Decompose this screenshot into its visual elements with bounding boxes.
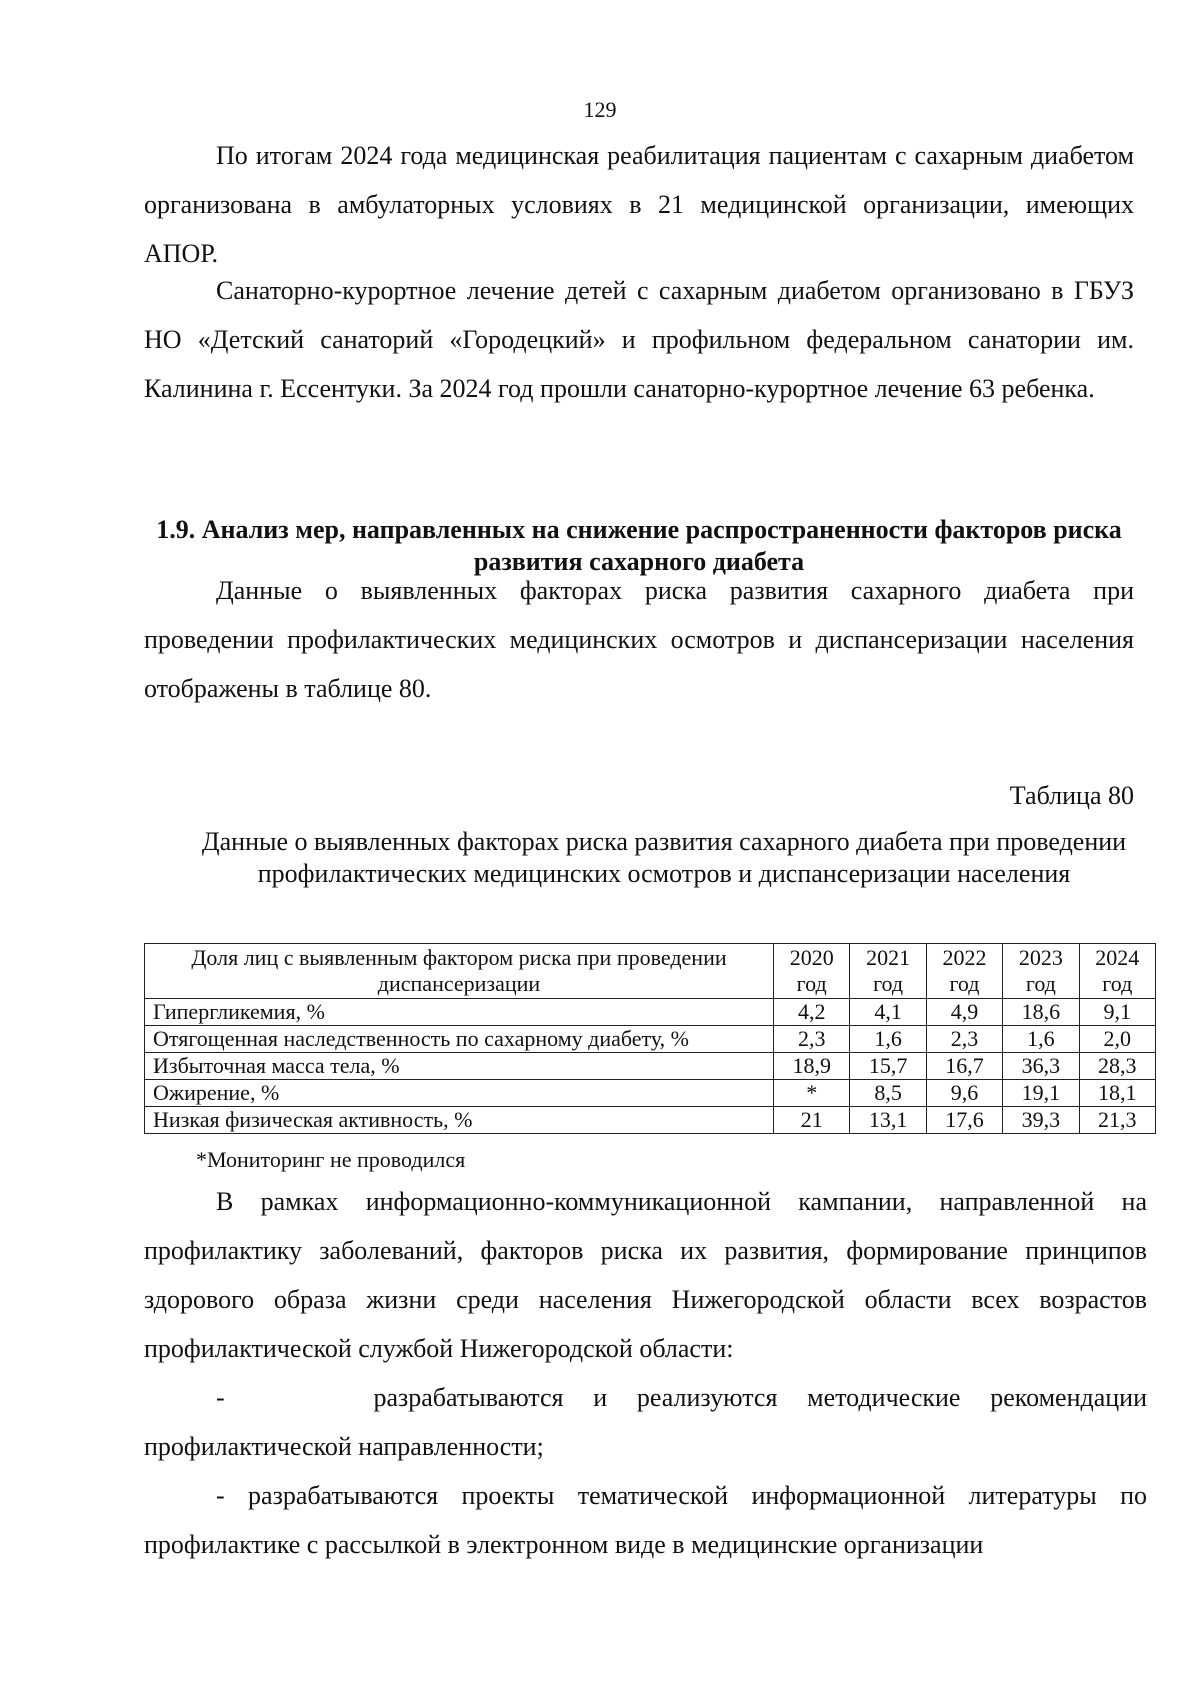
value-cell: 8,5: [850, 1080, 926, 1107]
table-caption: Данные о выявленных факторах риска развития сахарного диабета при проведении профилактических медицинских осмотров и диспансеризации населения: [201, 827, 1127, 888]
value-cell: 18,9: [774, 1053, 850, 1080]
value-cell: 21: [774, 1107, 850, 1134]
value-cell: 1,6: [1003, 1026, 1079, 1053]
value-cell: 2,3: [774, 1026, 850, 1053]
header-year-cell: 2023 год: [1003, 944, 1079, 999]
table-row: [145, 999, 1156, 1026]
value-cell: 13,1: [850, 1107, 926, 1134]
row-label-cell: Гипергликемия, %: [145, 999, 774, 1026]
table-row: [145, 1107, 1156, 1134]
header-year-cell: 2022 год: [926, 944, 1002, 999]
table-number: Таблица 80: [1009, 781, 1134, 810]
value-cell: 28,3: [1079, 1053, 1155, 1080]
header-year-cell: 2024 год: [1079, 944, 1155, 999]
value-cell: 18,6: [1003, 999, 1079, 1026]
value-cell: 18,1: [1079, 1080, 1155, 1107]
value-cell: 2,0: [1079, 1026, 1155, 1053]
paragraph-table-intro: Данные о выявленных факторах риска развития сахарного диабета при проведении профилактических медицинских осмотров и диспансеризации населения отображены в таблице 80.: [144, 576, 1134, 703]
value-cell: 17,6: [926, 1107, 1002, 1134]
value-cell: 1,6: [850, 1026, 926, 1053]
value-cell: *: [774, 1080, 850, 1107]
header-label-cell: Доля лиц с выявленным фактором риска при проведении диспансеризации: [145, 944, 774, 999]
section-heading: 1.9. Анализ мер, направленных на снижение распространенности факторов риска развития сахарного диабета: [156, 515, 1122, 576]
value-cell: 4,9: [926, 999, 1002, 1026]
header-year-cell: 2021 год: [850, 944, 926, 999]
value-cell: 15,7: [850, 1053, 926, 1080]
paragraph-campaign: В рамках информационно-коммуникационной кампании, направленной на профилактику заболеваний, факторов риска их развития, формирование принципов здорового образа жизни среди населения Нижегородской области всех возрастов профилактической службой Нижегородской области:: [144, 1187, 1147, 1363]
paragraph-sanatorium: Санаторно-курортное лечение детей с сахарным диабетом организовано в ГБУЗ НО «Детский санаторий «Городецкий» и профильном федеральном санатории им. Калинина г. Ессентуки. За 2024 год прошли санаторно-курортное лечение 63 ребенка.: [144, 276, 1134, 403]
table-row: [145, 1053, 1156, 1080]
row-label-cell: Низкая физическая активность, %: [145, 1107, 774, 1134]
value-cell: 39,3: [1003, 1107, 1079, 1134]
paragraph-rehabilitation: По итогам 2024 года медицинская реабилитация пациентам с сахарным диабетом организована в амбулаторных условиях в 21 медицинской организации, имеющих АПОР.: [144, 141, 1134, 268]
page-number: 129: [583, 97, 617, 122]
list-item: - разрабатываются проекты тематической информационной литературы по профилактике с рассылкой в электронном виде в медицинские организации: [144, 1481, 1147, 1559]
header-year-cell: 2020 год: [774, 944, 850, 999]
list-item: - разрабатываются и реализуются методические рекомендации профилактической направленности;: [144, 1383, 1147, 1461]
value-cell: 16,7: [926, 1053, 1002, 1080]
value-cell: 4,2: [774, 999, 850, 1026]
value-cell: 9,1: [1079, 999, 1155, 1026]
value-cell: 4,1: [850, 999, 926, 1026]
table-row: [145, 1080, 1156, 1107]
value-cell: 19,1: [1003, 1080, 1079, 1107]
table-footnote: *Мониторинг не проводился: [196, 1147, 466, 1172]
value-cell: 2,3: [926, 1026, 1002, 1053]
row-label-cell: Избыточная масса тела, %: [145, 1053, 774, 1080]
value-cell: 36,3: [1003, 1053, 1079, 1080]
value-cell: 9,6: [926, 1080, 1002, 1107]
row-label-cell: Ожирение, %: [145, 1080, 774, 1107]
table-row: [145, 1026, 1156, 1053]
risk-factors-table: [144, 943, 1156, 1134]
value-cell: 21,3: [1079, 1107, 1155, 1134]
row-label-cell: Отягощенная наследственность по сахарному диабету, %: [145, 1026, 774, 1053]
table-header-row: [145, 944, 1156, 999]
